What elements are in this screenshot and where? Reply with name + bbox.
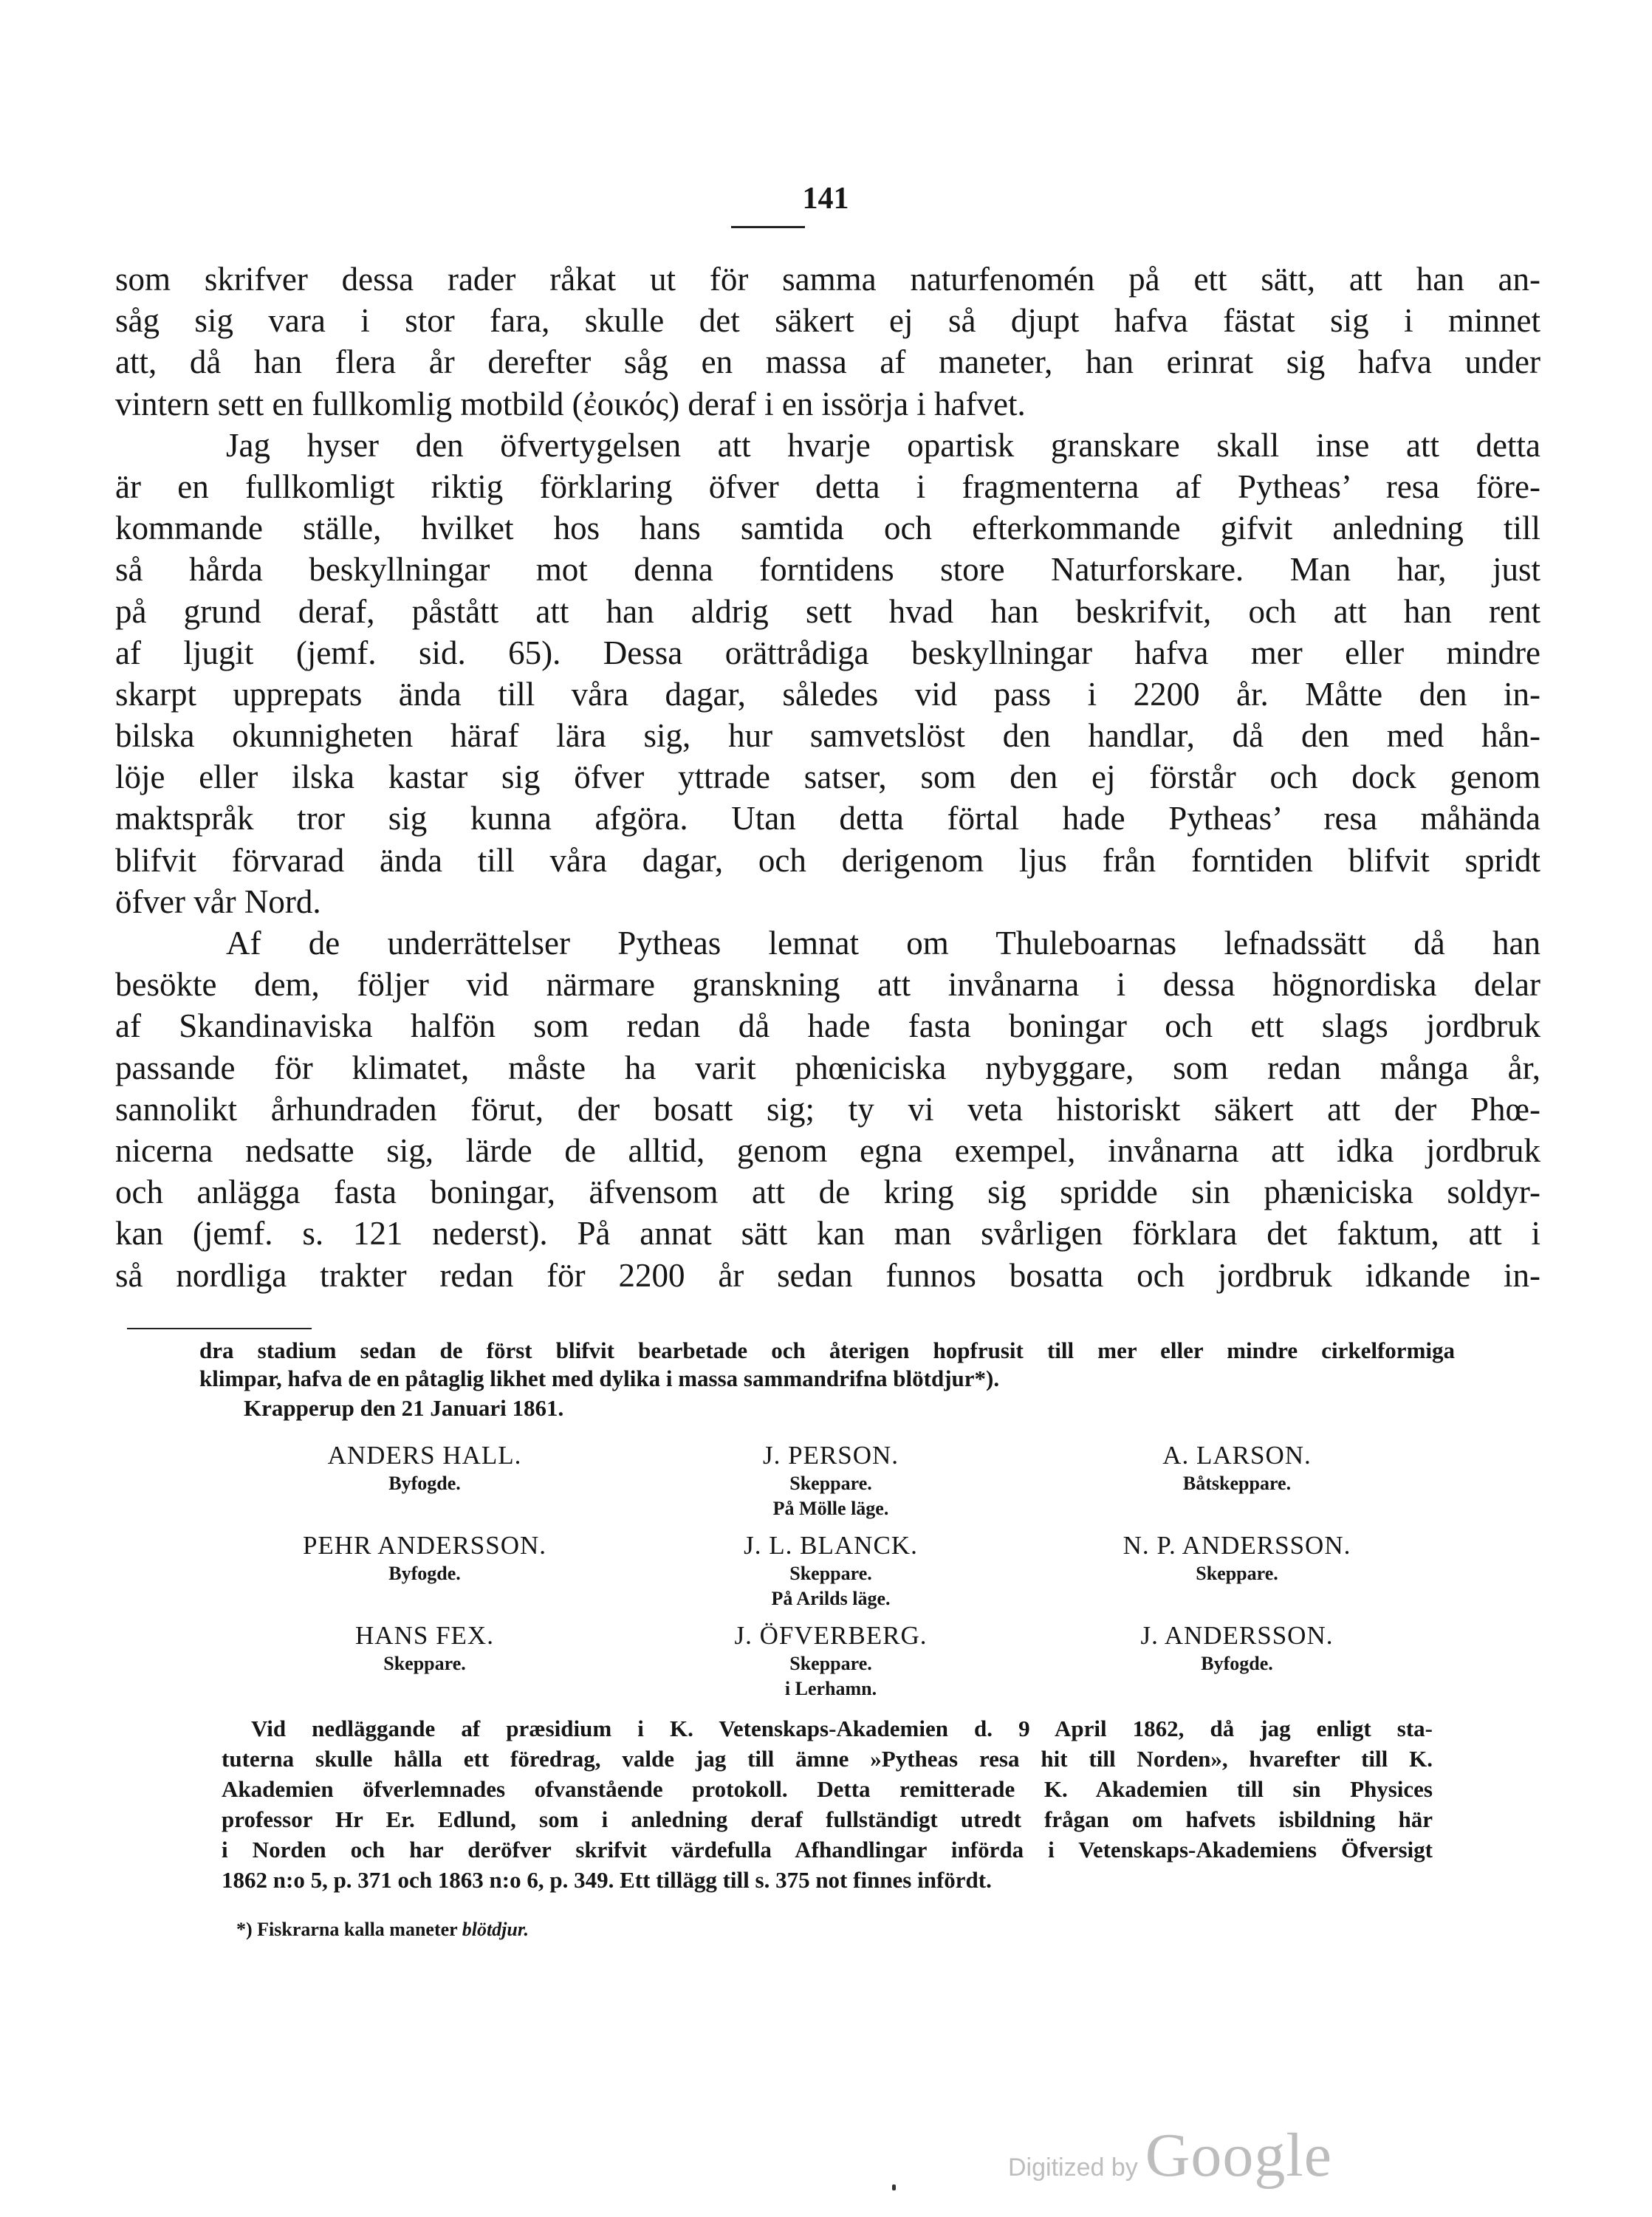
body-line: kan (jemf. s. 121 nederst). På annat sätt kan man svårligen förklara det faktum, att i — [115, 1215, 1540, 1253]
body-line: löje eller ilska kastar sig öfver yttrade satser, som den ej förstår och dock genom — [115, 758, 1540, 796]
watermark-prefix: Digitized by — [1008, 2153, 1138, 2182]
signature — [1034, 1440, 1440, 1521]
signature — [222, 1620, 628, 1702]
signature — [222, 1440, 628, 1521]
footer-line: klimpar, hafva de en påtaglig likhet med dylika i massa sammandrifna blötdjur*). — [199, 1366, 1000, 1391]
signature-role: Skeppare. — [789, 1473, 872, 1494]
closing-note — [222, 1713, 1433, 1895]
footnote-emphasis: blötdjur. — [462, 1919, 529, 1940]
google-logo: Google — [1145, 2121, 1333, 2190]
body-line: nicerna nedsatte sig, lärde de alltid, genom egna exempel, invånarna att idka jordbruk — [115, 1131, 1540, 1169]
signature-name: J. PERSON. — [762, 1441, 899, 1470]
signature-name: PEHR ANDERSSON. — [302, 1531, 547, 1560]
signature — [628, 1440, 1034, 1521]
note-line: 1862 n:o 5, p. 371 och 1863 n:o 6, p. 349. Ett tillägg till s. 375 not finnes infördt. — [222, 1867, 992, 1893]
digitized-watermark — [1008, 2120, 1332, 2191]
body-line: maktspråk tror sig kunna afgöra. Utan detta förtal hade Pytheas’ resa måhända — [115, 800, 1540, 837]
body-line: öfver vår Nord. — [115, 883, 321, 920]
signature-role: Byfogde. — [388, 1473, 461, 1494]
body-line: skarpt upprepats ända till våra dagar, således vid pass i 2200 år. Måtte den in- — [115, 675, 1540, 713]
signature-name: J. ANDERSSON. — [1140, 1621, 1334, 1650]
body-line: såg sig vara i stor fara, skulle det säkert ej så djupt hafva fästat sig i minnet — [115, 302, 1540, 340]
body-line: och anlägga fasta boningar, äfvensom att de kring sig spridde sin phæniciska soldyr- — [115, 1173, 1540, 1211]
signature-name: N. P. ANDERSSON. — [1123, 1531, 1351, 1560]
body-line: Jag hyser den öfvertygelsen att hvarje opartisk granskare skall inse att detta — [226, 426, 1540, 464]
footnote — [236, 1919, 529, 1941]
body-line: så nordliga trakter redan för 2200 år sedan funnos bosatta och jordbruk idkande in- — [115, 1256, 1540, 1294]
footnote-text: *) Fiskrarna kalla maneter — [236, 1919, 458, 1940]
body-line: blifvit förvarad ända till våra dagar, och derigenom ljus från forntiden blifvit spridt — [115, 841, 1540, 879]
note-line: Akademien öfverlemnades ofvanstående protokoll. Detta remitterade K. Akademien till sin Physices — [222, 1776, 1433, 1802]
scan-speck — [892, 2185, 896, 2190]
place-date: Krapperup den 21 Januari 1861. — [244, 1395, 564, 1421]
signature-role: Byfogde. — [388, 1563, 461, 1584]
signature-role: Skeppare. — [789, 1563, 872, 1584]
footer-line: dra stadium sedan de först blifvit bearbetade och återigen hopfrusit till mer eller mindre cirkelformiga — [199, 1337, 1455, 1363]
page-number: 141 — [802, 182, 849, 216]
body-line: så hårda beskyllningar mot denna forntidens store Naturforskare. Man har, just — [115, 551, 1540, 589]
signature-role: Båtskeppare. — [1182, 1473, 1292, 1494]
body-line: att, då han flera år derefter såg en massa af maneter, han erinrat sig hafva under — [115, 343, 1540, 381]
note-line: professor Hr Er. Edlund, som i anledning deraf fullständigt utredt frågan om hafvets isbildning här — [222, 1806, 1433, 1832]
body-line: vintern sett en fullkomlig motbild (ἐοικός) deraf i en issörja i hafvet. — [115, 385, 1026, 422]
signature-name: HANS FEX. — [355, 1621, 494, 1650]
signature-extra: På Arilds läge. — [771, 1588, 891, 1609]
signature — [1034, 1620, 1440, 1702]
body-line: kommande ställe, hvilket hos hans samtida och efterkommande gifvit anledning till — [115, 510, 1540, 547]
signature-role: Skeppare. — [1196, 1563, 1278, 1584]
signature-name: J. L. BLANCK. — [744, 1531, 918, 1560]
body-line: besökte dem, följer vid närmare granskning att invånarna i dessa högnordiska delar — [115, 966, 1540, 1004]
body-line: af ljugit (jemf. sid. 65). Dessa orättrådiga beskyllningar hafva mer eller mindre — [115, 634, 1540, 671]
signature-role: Byfogde. — [1201, 1653, 1273, 1674]
note-line: i Norden och har deröfver skrifvit värdefulla Afhandlingar införda i Vetenskaps-Akademiens Öfversigt — [222, 1837, 1433, 1863]
signature — [628, 1530, 1034, 1611]
signature-name: J. ÖFVERBERG. — [734, 1621, 928, 1650]
body-text — [115, 258, 1540, 1296]
signature — [222, 1530, 628, 1611]
signature-extra: i Lerhamn. — [784, 1678, 877, 1699]
body-line: på grund deraf, påstått att han aldrig sett hvad han beskrifvit, och att han rent — [115, 592, 1540, 630]
note-line: tuterna skulle hålla ett föredrag, valde jag till ämne »Pytheas resa hit till Norden», hvarefter till K. — [222, 1746, 1433, 1772]
signature-name: A. LARSON. — [1162, 1441, 1312, 1470]
signature — [628, 1620, 1034, 1702]
body-line: bilska okunnigheten häraf lära sig, hur samvetslöst den handlar, då den med hån- — [115, 717, 1540, 755]
signature-role: Skeppare. — [789, 1653, 872, 1674]
note-line: Vid nedläggande af præsidium i K. Vetenskaps-Akademien d. 9 April 1862, då jag enligt sta- — [251, 1716, 1433, 1741]
body-line: sannolikt århundraden förut, der bosatt sig; ty vi veta historiskt säkert att der Phœ- — [115, 1090, 1540, 1128]
signature-extra: På Mölle läge. — [772, 1498, 889, 1519]
footer-continuation — [199, 1337, 1455, 1393]
signature-role: Skeppare. — [383, 1653, 466, 1674]
body-line: som skrifver dessa rader råkat ut för samma naturfenomén på ett sätt, att han an- — [115, 261, 1540, 298]
signature-grid — [222, 1440, 1440, 1702]
page-number-rule — [731, 226, 805, 228]
body-line: Af de underrättelser Pytheas lemnat om Thuleboarnas lefnadssätt då han — [226, 925, 1540, 962]
signature-name: ANDERS HALL. — [327, 1441, 522, 1470]
signature — [1034, 1530, 1440, 1611]
footnote-divider — [127, 1328, 312, 1329]
body-line: är en fullkomligt riktig förklaring öfver detta i fragmenterna af Pytheas’ resa före- — [115, 467, 1540, 505]
body-line: af Skandinaviska halfön som redan då hade fasta boningar och ett slags jordbruk — [115, 1007, 1540, 1045]
body-line: passande för klimatet, måste ha varit phœniciska nybyggare, som redan många år, — [115, 1049, 1540, 1086]
